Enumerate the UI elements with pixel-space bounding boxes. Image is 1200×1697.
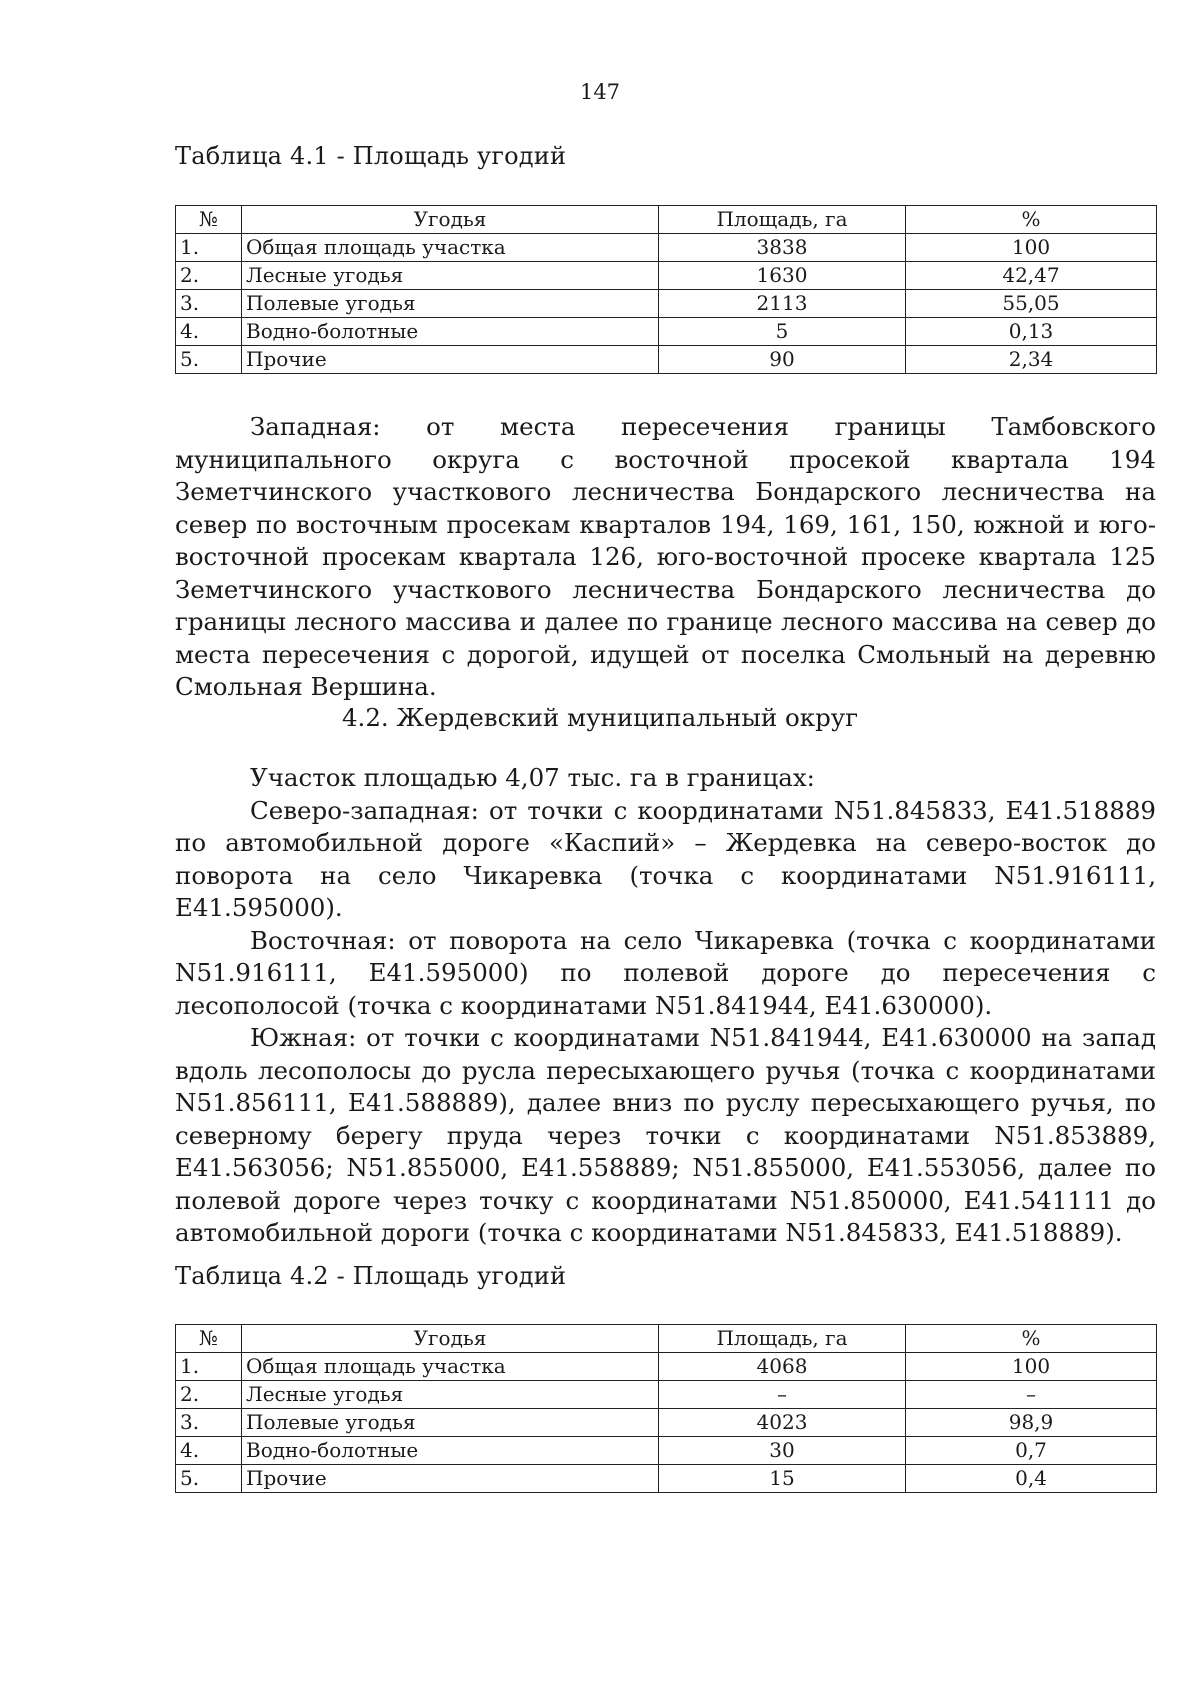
row-percent: 100 [906,234,1157,262]
northwest-boundary-paragraph: Северо-западная: от точки с координатами N51.845833, E41.518889 по автомобильной дороге «Каспий» – Жердевка на северо-восток до поворота на село Чикаревка (точка с координатами N51.916111, E41.595000). [175,795,1156,922]
header-percent: % [906,1325,1157,1353]
table-header-row [176,1325,1157,1353]
row-area: – [659,1381,906,1409]
row-number: 4. [176,318,242,346]
row-number: 5. [176,346,242,374]
row-number: 1. [176,1353,242,1381]
table-row [176,1465,1157,1493]
row-land-type: Водно-болотные [242,1437,659,1465]
plot-intro-paragraph: Участок площадью 4,07 тыс. га в границах: [250,763,815,792]
row-percent: 98,9 [906,1409,1157,1437]
row-land-type: Лесные угодья [242,262,659,290]
table-row [176,234,1157,262]
table-caption: Таблица 4.2 - Площадь угодий [175,1262,567,1290]
header-land-type: Угодья [242,206,659,234]
header-area: Площадь, га [659,206,906,234]
row-land-type: Водно-болотные [242,318,659,346]
table-row [176,318,1157,346]
row-land-type: Полевые угодья [242,290,659,318]
row-area: 15 [659,1465,906,1493]
table-row [176,290,1157,318]
row-percent: 100 [906,1353,1157,1381]
row-area: 5 [659,318,906,346]
west-boundary-paragraph: Западная: от места пересечения границы Тамбовского муниципального округа с восточной просекой квартала 194 Земетчинского участкового лесничества Бондарского лесничества на север по восточным просекам кварталов 194, 169, 161, 150, южной и юго-восточной просекам квартала 126, юго-восточной просеке квартала 125 Земетчинского участкового лесничества Бондарского лесничества до границы лесного массива и далее по границе лесного массива на север до места пересечения с дорогой, идущей от поселка Смольный на деревню Смольная Вершина. [175,412,1156,701]
header-number: № [176,1325,242,1353]
row-number: 2. [176,1381,242,1409]
row-area: 4023 [659,1409,906,1437]
west-boundary-block [175,411,1156,704]
row-number: 2. [176,262,242,290]
row-number: 1. [176,234,242,262]
table-row [176,346,1157,374]
row-number: 5. [176,1465,242,1493]
row-land-type: Лесные угодья [242,1381,659,1409]
row-area: 1630 [659,262,906,290]
table-row [176,1381,1157,1409]
row-number: 3. [176,1409,242,1437]
header-land-type: Угодья [242,1325,659,1353]
table-row [176,1437,1157,1465]
table-row [176,262,1157,290]
row-percent: 42,47 [906,262,1157,290]
row-area: 90 [659,346,906,374]
row-percent: 55,05 [906,290,1157,318]
row-land-type: Полевые угодья [242,1409,659,1437]
row-land-type: Прочие [242,346,659,374]
section-heading: 4.2. Жердевский муниципальный округ [341,703,859,732]
header-area: Площадь, га [659,1325,906,1353]
table-row [176,1353,1157,1381]
row-percent: 0,13 [906,318,1157,346]
east-boundary-paragraph: Восточная: от поворота на село Чикаревка (точка с координатами N51.916111, E41.595000) по полевой дороге до пересечения с лесополосой (точка с координатами N51.841944, E41.630000). [175,925,1156,1020]
row-land-type: Прочие [242,1465,659,1493]
table-row [176,1409,1157,1437]
row-land-type: Общая площадь участка [242,1353,659,1381]
table-caption: Таблица 4.1 - Площадь угодий [175,142,567,170]
row-area: 4068 [659,1353,906,1381]
page-number: 147 [579,80,621,104]
table-header-row [176,206,1157,234]
land-area-table-1 [175,205,1157,374]
row-percent: – [906,1381,1157,1409]
row-percent: 2,34 [906,346,1157,374]
row-land-type: Общая площадь участка [242,234,659,262]
row-number: 3. [176,290,242,318]
row-area: 30 [659,1437,906,1465]
row-percent: 0,7 [906,1437,1157,1465]
land-area-table-2 [175,1324,1157,1493]
row-number: 4. [176,1437,242,1465]
south-boundary-paragraph: Южная: от точки с координатами N51.841944, E41.630000 на запад вдоль лесополосы до русла пересыхающего ручья (точка с координатами N51.856111, E41.588889), далее вниз по руслу пересыхающего ручья, по северному берегу пруда через точки с координатами N51.853889, E41.563056; N51.855000, E41.558889; N51.855000, E41.553056, далее по полевой дороге через точку с координатами N51.850000, E41.541111 до автомобильной дороги (точка с координатами N51.845833, E41.518889). [175,1023,1156,1247]
plot-description-block [175,762,1156,1250]
header-percent: % [906,206,1157,234]
row-area: 3838 [659,234,906,262]
header-number: № [176,206,242,234]
row-area: 2113 [659,290,906,318]
row-percent: 0,4 [906,1465,1157,1493]
